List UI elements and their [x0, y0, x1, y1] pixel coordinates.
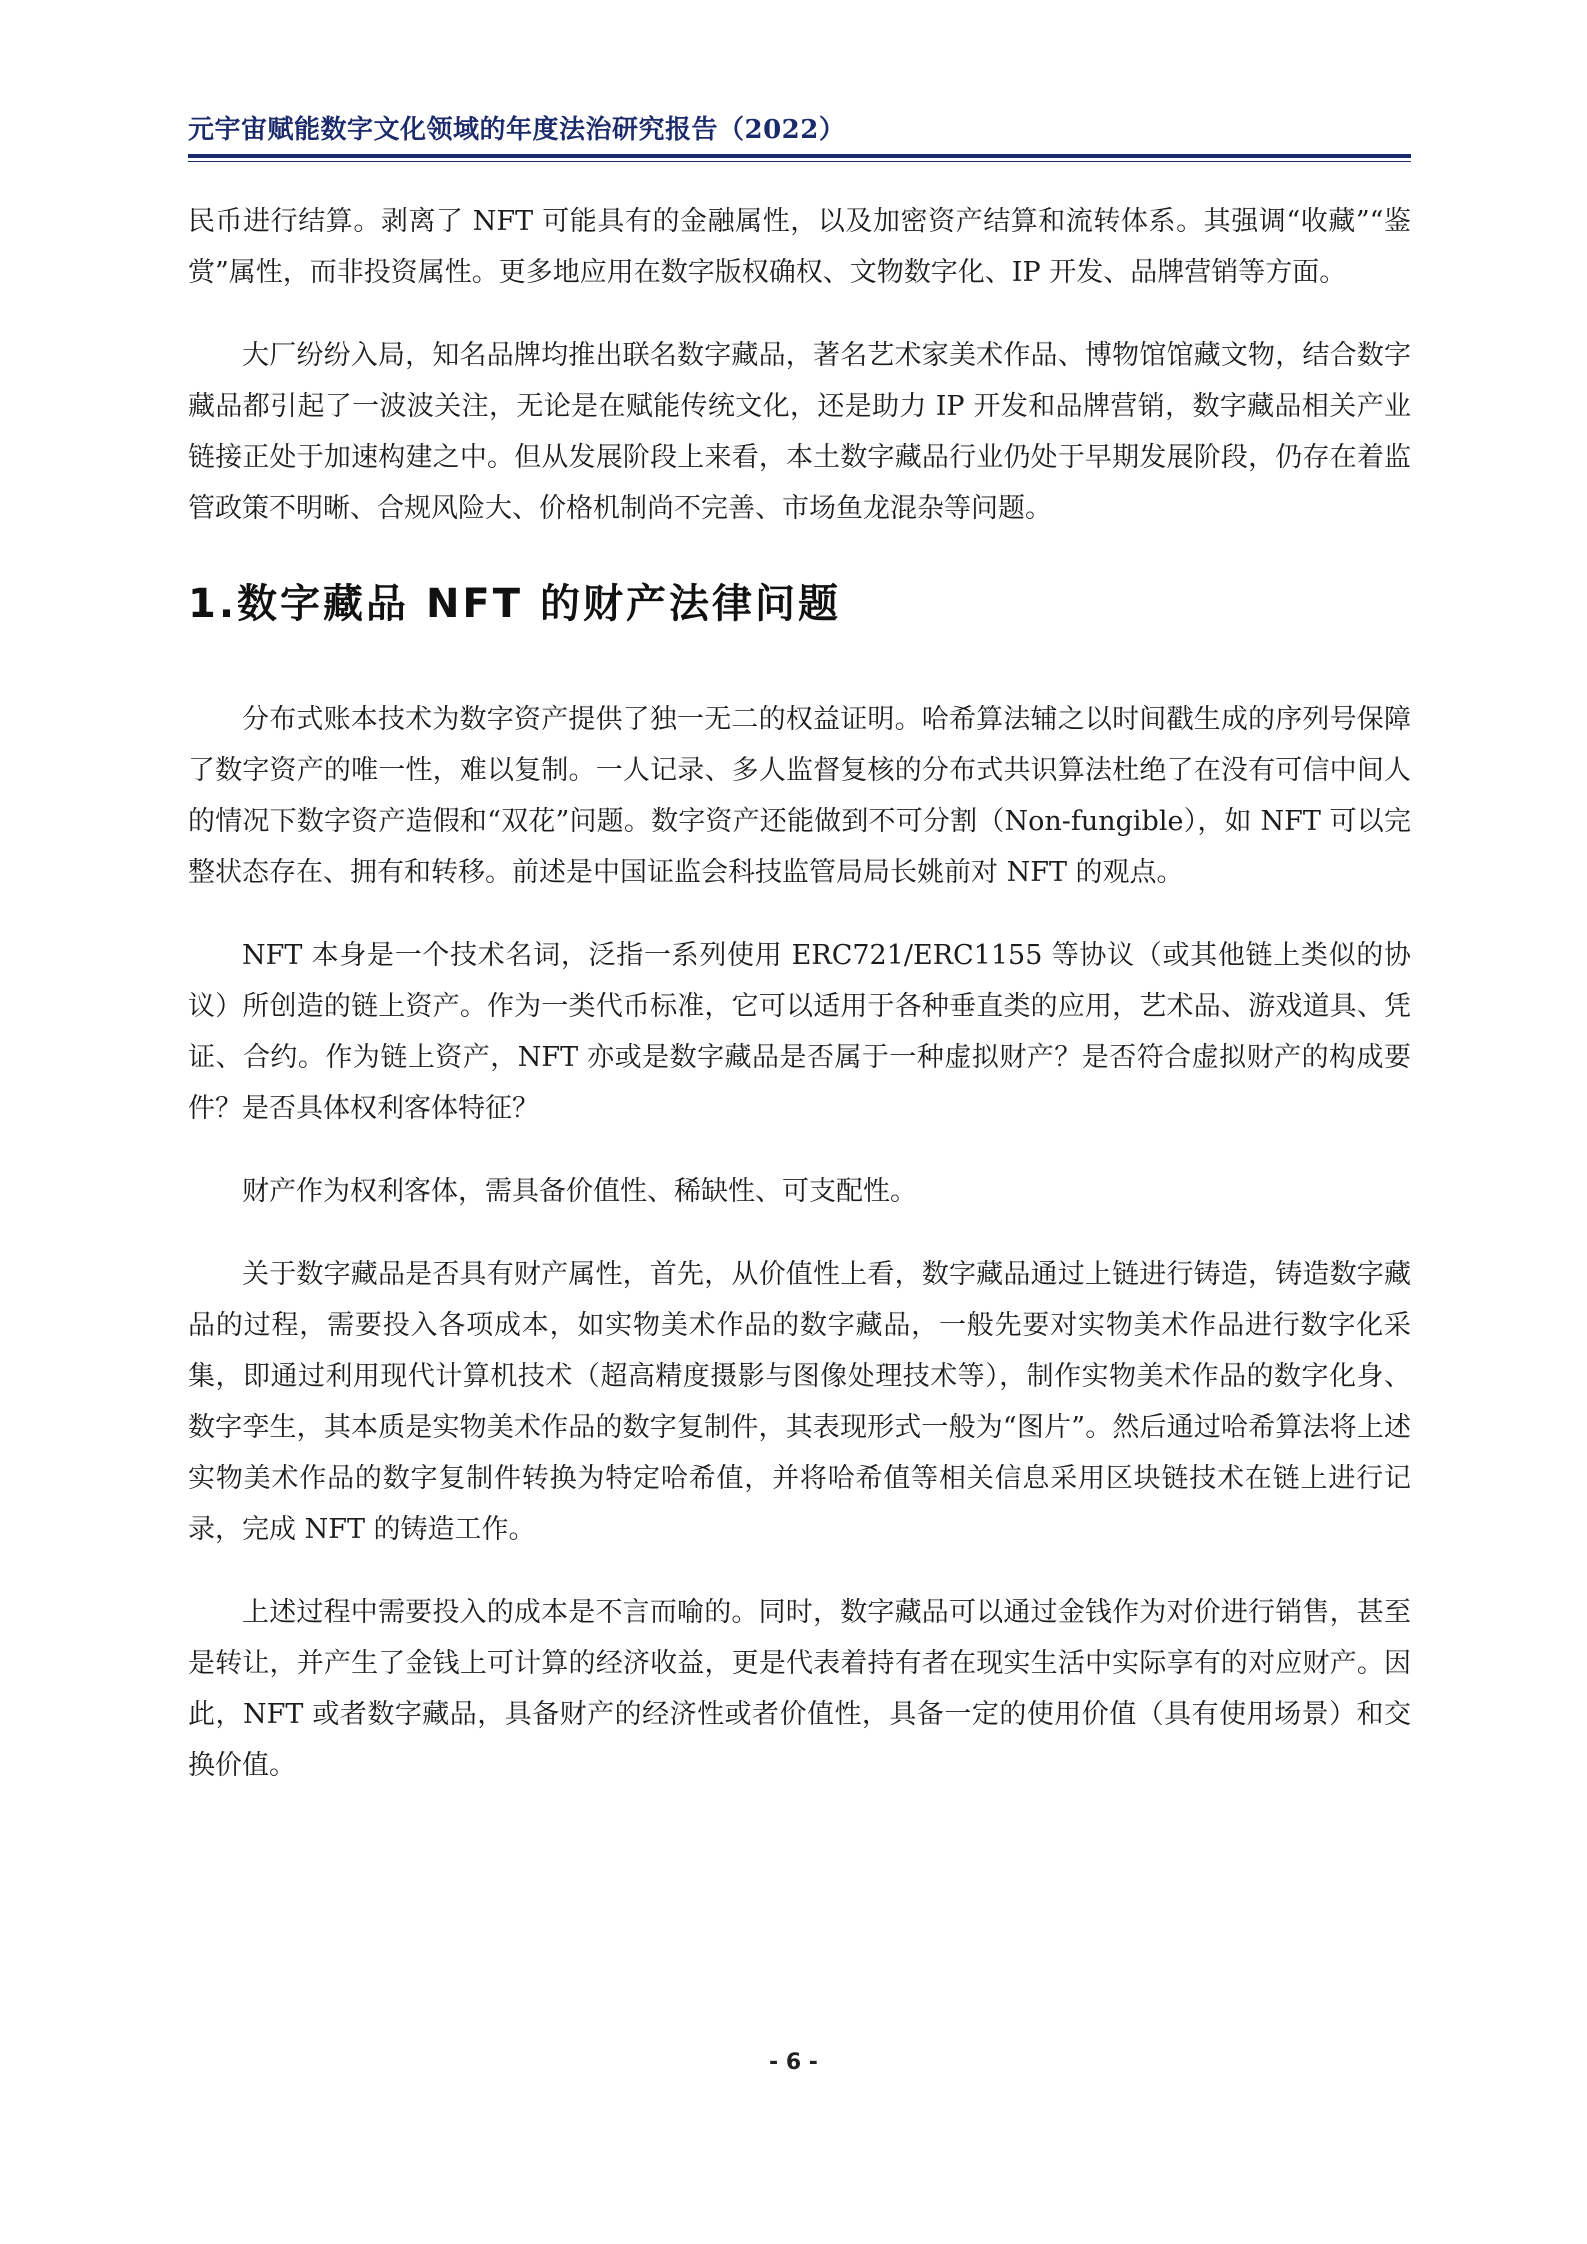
paragraph: 上述过程中需要投入的成本是不言而喻的。同时，数字藏品可以通过金钱作为对价进行销售，甚至是转让，并产生了金钱上可计算的经济收益，更是代表着持有者在现实生活中实际享有的对应财产。因此，NFT 或者数字藏品，具备财产的经济性或者价值性，具备一定的使用价值（具有使用场景）和交换价值。 [188, 1597, 1411, 1781]
report-title: 元宇宙赋能数字文化领域的年度法治研究报告（2022） [188, 115, 846, 145]
running-header [188, 108, 1411, 162]
header-rule-thick [188, 154, 1411, 158]
page-number: - 6 - [769, 2050, 818, 2075]
paragraph: 大厂纷纷入局，知名品牌均推出联名数字藏品，著名艺术家美术作品、博物馆馆藏文物，结合数字藏品都引起了一波波关注，无论是在赋能传统文化，还是助力 IP 开发和品牌营销，数字藏品相关产业链接正处于加速构建之中。但从发展阶段上来看，本土数字藏品行业仍处于早期发展阶段，仍存在着监管政策不明晰、合规风险大、价格机制尚不完善、市场鱼龙混杂等问题。 [188, 340, 1411, 524]
document-body [188, 196, 1411, 1823]
paragraph: 关于数字藏品是否具有财产属性，首先，从价值性上看，数字藏品通过上链进行铸造，铸造数字藏品的过程，需要投入各项成本，如实物美术作品的数字藏品，一般先要对实物美术作品进行数字化采集，即通过利用现代计算机技术（超高精度摄影与图像处理技术等），制作实物美术作品的数字化身、数字孪生，其本质是实物美术作品的数字复制件，其表现形式一般为“图片”。然后通过哈希算法将上述实物美术作品的数字复制件转换为特定哈希值，并将哈希值等相关信息采用区块链技术在链上进行记录，完成 NFT 的铸造工作。 [188, 1259, 1411, 1545]
paragraph: NFT 本身是一个技术名词，泛指一系列使用 ERC721/ERC1155 等协议（或其他链上类似的协议）所创造的链上资产。作为一类代币标准，它可以适用于各种垂直类的应用，艺术品、游戏道具、凭证、合约。作为链上资产，NFT 亦或是数字藏品是否属于一种虚拟财产？是否符合虚拟财产的构成要件？是否具体权利客体特征？ [188, 940, 1411, 1124]
section-heading: 1.数字藏品 NFT 的财产法律问题 [188, 581, 841, 627]
paragraph: 财产作为权利客体，需具备价值性、稀缺性、可支配性。 [242, 1176, 917, 1207]
header-rule-thin [188, 161, 1411, 162]
paragraph: 分布式账本技术为数字资产提供了独一无二的权益证明。哈希算法辅之以时间戳生成的序列号保障了数字资产的唯一性，难以复制。一人记录、多人监督复核的分布式共识算法杜绝了在没有可信中间人的情况下数字资产造假和“双花”问题。数字资产还能做到不可分割（Non-fungible），如 NFT 可以完整状态存在、拥有和转移。前述是中国证监会科技监管局局长姚前对 NFT 的观点。 [188, 704, 1411, 888]
paragraph-continued: 民币进行结算。剥离了 NFT 可能具有的金融属性，以及加密资产结算和流转体系。其强调“收藏”“鉴赏”属性，而非投资属性。更多地应用在数字版权确权、文物数字化、IP 开发、品牌营销等方面。 [188, 206, 1411, 288]
